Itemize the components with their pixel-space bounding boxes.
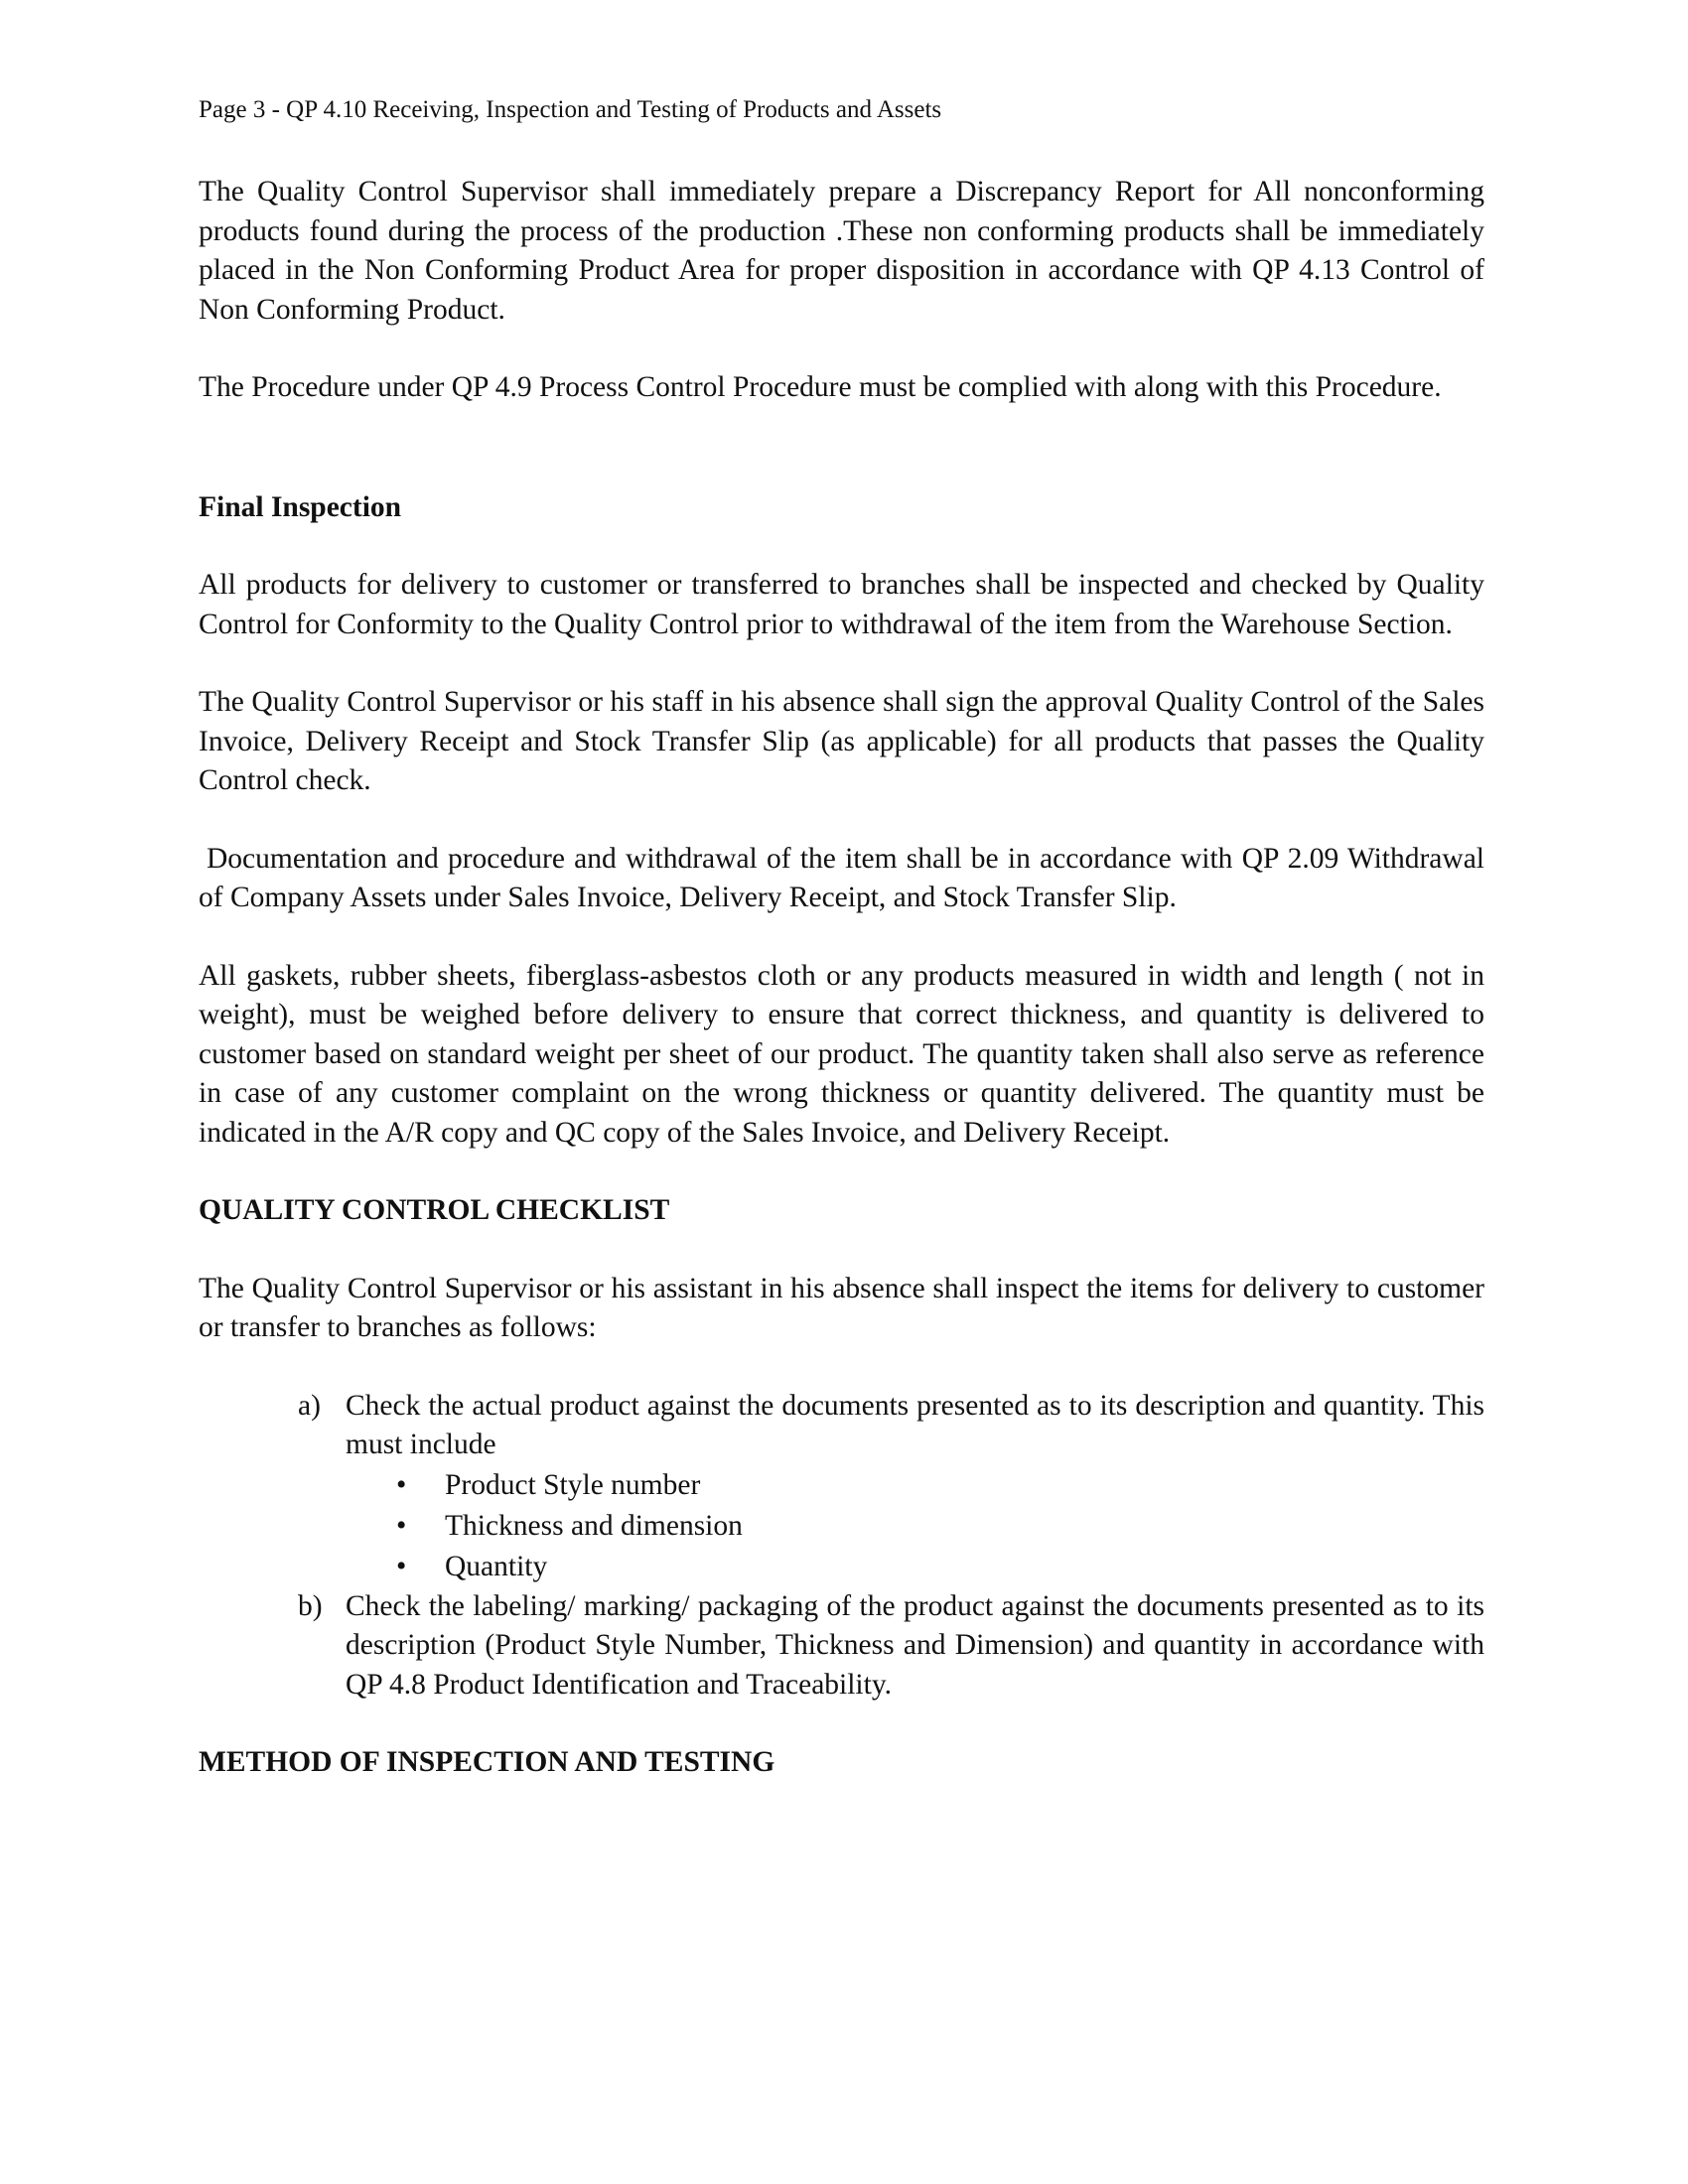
bullet-text: Product Style number bbox=[445, 1468, 701, 1501]
paragraph-process-control: The Procedure under QP 4.9 Process Control Procedure must be complied with along with this Procedure. bbox=[199, 371, 1442, 403]
paragraph-checklist-intro: The Quality Control Supervisor or his assistant in his absence shall inspect the items for delivery to customer or transfer to branches as follows: bbox=[199, 1272, 1484, 1343]
paragraph-final-inspection-3: Documentation and procedure and withdrawal of the item shall be in accordance with QP 2.09 Withdrawal of Company Assets under Sales Invoice, Delivery Receipt, and Stock Transfer Slip. bbox=[199, 842, 1484, 913]
paragraph-final-inspection-2: The Quality Control Supervisor or his staff in his absence shall sign the approval Quality Control of the Sales Invoice, Delivery Receipt and Stock Transfer Slip (as applicable) for all products that passes the Quality Control check. bbox=[199, 686, 1484, 796]
checklist-item-a bbox=[199, 1387, 1484, 1587]
bullet-icon: • bbox=[396, 1468, 407, 1501]
paragraph-final-inspection-4: All gaskets, rubber sheets, fiberglass-asbestos cloth or any products measured in width and length ( not in weight), must be weighed before delivery to ensure that correct thickness, and quantity is delivered to customer based on standard weight per sheet of our product. The quantity taken shall also serve as reference in case of any customer complaint on the wrong thickness or quantity delivered. The quantity must be indicated in the A/R copy and QC copy of the Sales Invoice, and Delivery Receipt. bbox=[199, 959, 1484, 1149]
heading-quality-control-checklist: QUALITY CONTROL CHECKLIST bbox=[199, 1194, 670, 1226]
list-marker: a) bbox=[298, 1389, 321, 1422]
bullet-list bbox=[346, 1465, 1484, 1587]
checklist-list bbox=[199, 1387, 1484, 1706]
checklist-item-text: Check the labeling/ marking/ packaging of the product against the documents presented as to its description (Product Style Number, Thickness and Dimension) and quantity in accordance with QP 4.8 Product Identification and Traceability. bbox=[346, 1589, 1484, 1701]
bullet-text: Thickness and dimension bbox=[445, 1509, 743, 1542]
heading-method-of-inspection: METHOD OF INSPECTION AND TESTING bbox=[199, 1746, 775, 1778]
heading-final-inspection: Final Inspection bbox=[199, 490, 402, 523]
list-marker: b) bbox=[298, 1589, 323, 1622]
bullet-item bbox=[346, 1506, 1484, 1547]
paragraph-discrepancy-report: The Quality Control Supervisor shall immediately prepare a Discrepancy Report for All nonconforming products found during the process of the production .These non conforming products shall be immediately placed in the Non Conforming Product Area for proper disposition in accordance with QP 4.13 Control of Non Conforming Product. bbox=[199, 176, 1484, 326]
bullet-icon: • bbox=[396, 1509, 407, 1542]
page-header: Page 3 - QP 4.10 Receiving, Inspection and Testing of Products and Assets bbox=[199, 96, 942, 123]
bullet-icon: • bbox=[396, 1550, 407, 1582]
bullet-text: Quantity bbox=[445, 1550, 548, 1582]
bullet-item bbox=[346, 1547, 1484, 1587]
paragraph-final-inspection-1: All products for delivery to customer or transferred to branches shall be inspected and checked by Quality Control for Conformity to the Quality Control prior to withdrawal of the item from the Warehouse Section. bbox=[199, 569, 1484, 640]
bullet-item bbox=[346, 1465, 1484, 1506]
document-page bbox=[199, 95, 1484, 1822]
checklist-item-b bbox=[199, 1587, 1484, 1706]
checklist-item-text: Check the actual product against the documents presented as to its description and quantity. This must include bbox=[346, 1389, 1484, 1460]
